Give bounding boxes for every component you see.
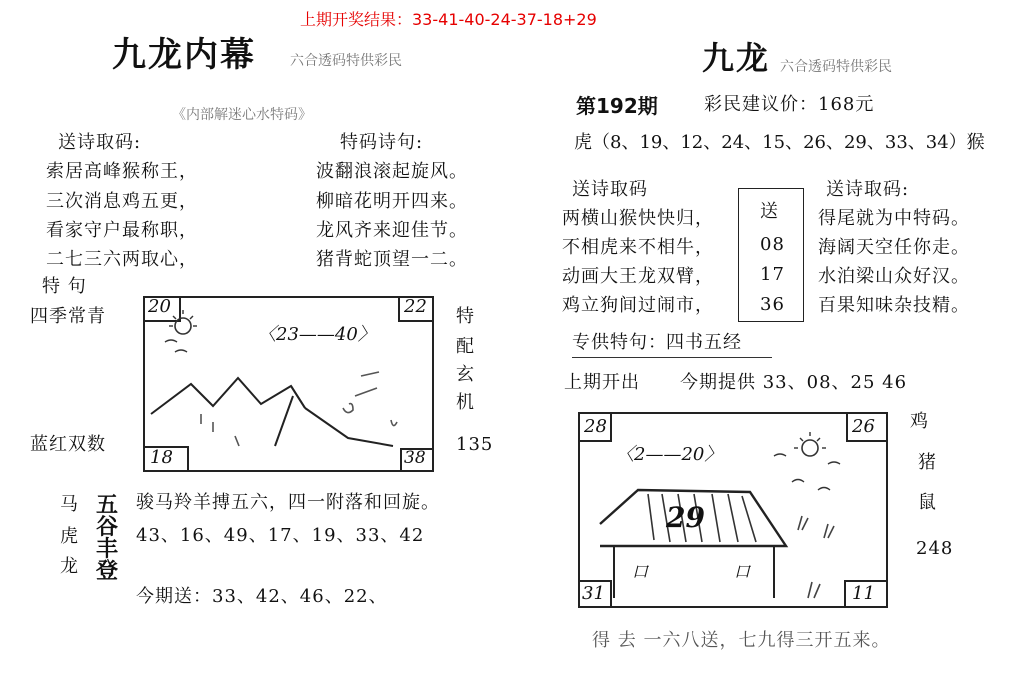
left-subheading: 《内部解迷心水特码》	[172, 107, 312, 123]
left-numbers: 43、16、49、17、19、33、42	[136, 525, 425, 546]
left-title: 九龙内幕	[112, 35, 256, 75]
left-poem-line: 索居高峰猴称王，	[46, 161, 198, 182]
sun-icon	[802, 440, 818, 456]
special-poem-line: 波翻浪滚起旋风。	[316, 161, 468, 182]
harvest-char: 登	[96, 558, 119, 584]
special-phrase-label: 特 句	[42, 276, 87, 297]
left-corner-label: 18	[150, 447, 173, 468]
left-verse: 骏马羚羊搏五六，四一附落和回旋。	[136, 492, 440, 513]
right-side-char: 猪	[918, 452, 937, 473]
harvest-char: 五	[96, 492, 119, 518]
left-poem-line: 看家守户最称职，	[46, 220, 198, 241]
left-corner-label: 20	[148, 296, 171, 317]
price: 彩民建议价：168元	[704, 94, 875, 115]
issue-number: 第192期	[576, 94, 658, 118]
house-window: 口	[632, 562, 649, 581]
today-send: 今期送：33、42、46、22、	[136, 586, 388, 607]
special-label: 专供特句：	[572, 332, 667, 353]
right-corner-label: 11	[852, 583, 875, 604]
special-phrase: 四书五经	[666, 332, 742, 353]
right-side-char: 鸡	[910, 411, 929, 432]
special-poem-line: 猪背蛇顶望一二。	[316, 249, 468, 270]
zodiac-char: 虎	[60, 526, 79, 547]
right-corner-label: 26	[852, 416, 875, 437]
right-corner-label: 28	[584, 416, 607, 437]
right-poem-line: 动画大王龙双臂，	[562, 266, 714, 287]
special-underline	[572, 357, 772, 358]
send-box-label: 送	[760, 201, 779, 222]
special-poem-line: 龙风齐来迎佳节。	[316, 220, 468, 241]
special-poem-line: 柳暗花明开四来。	[316, 191, 468, 212]
right-side-char: 鼠	[918, 492, 937, 513]
provide-numbers: 今期提供 33、08、25 46	[680, 372, 908, 393]
side-vertical-char: 配	[456, 336, 475, 357]
left-poem-line: 二七三六两取心，	[46, 249, 198, 270]
right-footer: 得 去 一六八送，七九得三开五来。	[592, 630, 891, 651]
right-poem-heading: 特码诗句:	[340, 132, 424, 153]
sun-icon	[175, 318, 191, 334]
harvest-char: 谷	[96, 514, 119, 540]
right-poem-line: 鸡立狗间过闹市，	[562, 295, 714, 316]
last-result-banner: 上期开奖结果：33-41-40-24-37-18+29	[300, 10, 597, 29]
right-poem-heading-2: 送诗取码:	[826, 179, 910, 200]
color-hint: 蓝红双数	[30, 434, 106, 455]
right-poem-heading: 送诗取码	[572, 179, 648, 200]
send-box-number: 17	[760, 264, 785, 285]
left-poem-heading: 送诗取码:	[58, 132, 142, 153]
left-corner-label: 22	[404, 296, 427, 317]
side-number: 135	[456, 434, 494, 455]
right-poem-line-2: 水泊梁山众好汉。	[818, 266, 970, 287]
left-poem-line: 三次消息鸡五更，	[46, 191, 198, 212]
harvest-char: 丰	[96, 536, 119, 562]
right-poem-line: 不相虎来不相牛，	[562, 237, 714, 258]
left-drawing-sketch	[143, 296, 430, 468]
right-poem-line-2: 海阔天空任你走。	[818, 237, 970, 258]
zodiac-char: 龙	[60, 556, 79, 577]
house-window: 口	[734, 562, 751, 581]
last-open-label: 上期开出	[564, 372, 640, 393]
right-subtitle: 六合透码特供彩民	[780, 59, 892, 75]
right-range-text: 〈2——20〉	[616, 444, 723, 465]
zodiac-char: 马	[60, 494, 79, 515]
special-phrase: 四季常青	[30, 306, 106, 327]
tiger-line: 虎（8、19、12、24、15、26、29、33、34）猴	[574, 132, 985, 153]
right-corner-label: 31	[582, 583, 605, 604]
left-range-text: 〈23——40〉	[258, 324, 376, 345]
house-number: 29	[666, 501, 705, 534]
send-box-number: 08	[760, 234, 785, 255]
side-vertical-char: 特	[456, 306, 475, 327]
side-vertical-char: 玄	[456, 364, 475, 385]
right-title: 九龙	[702, 39, 771, 77]
right-drawing-sketch	[578, 412, 884, 604]
right-poem-line: 两横山猴快快归，	[562, 208, 714, 229]
right-poem-line-2: 百果知味杂技精。	[818, 295, 970, 316]
send-box-number: 36	[760, 294, 785, 315]
right-side-number: 248	[916, 538, 954, 559]
left-corner-label: 38	[404, 448, 426, 468]
right-poem-line-2: 得尾就为中特码。	[818, 208, 970, 229]
left-subtitle: 六合透码特供彩民	[290, 53, 402, 69]
side-vertical-char: 机	[456, 392, 475, 413]
